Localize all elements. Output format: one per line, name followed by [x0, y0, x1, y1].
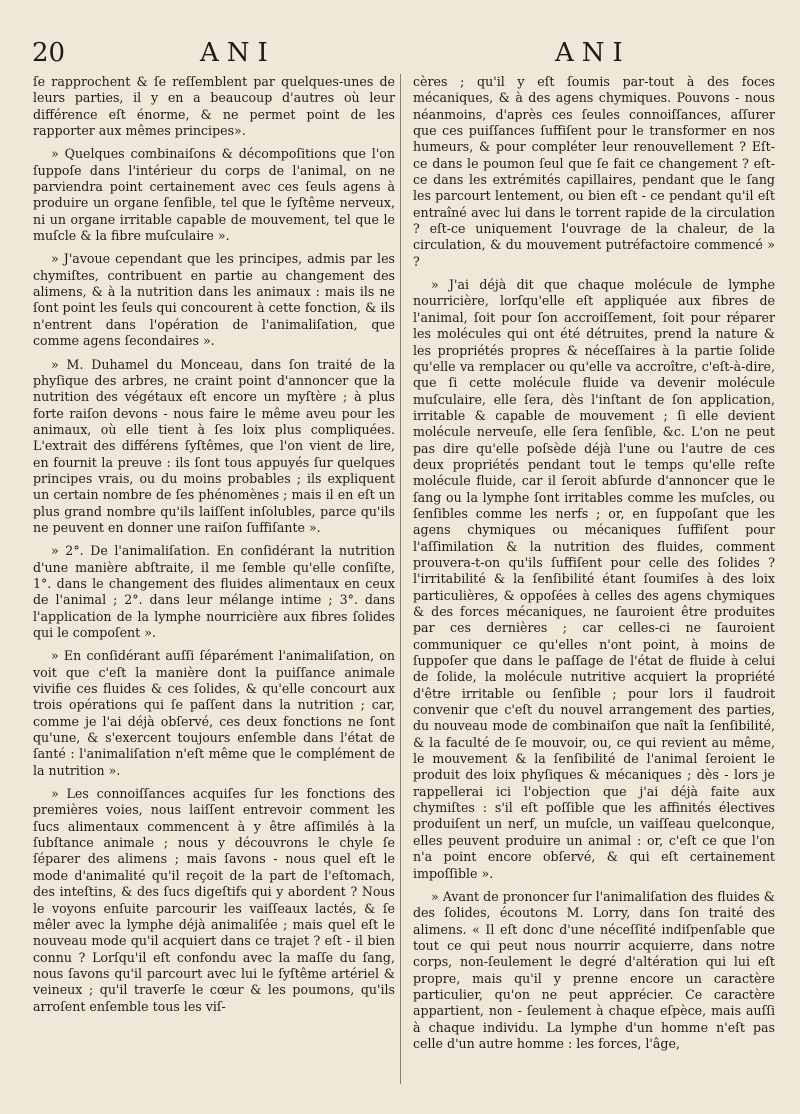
- column-divider: [400, 74, 401, 1084]
- paragraph: » Les connoiſſances acquiſes ſur les fonctions des premières voies, nous laiſſent entrevoir comment les ſucs alimentaux commencent à y être aſſimilés à la ſubſtance animale ; nous y découvrons le chyle ſe ſéparer des alimens ; mais ſavons - nous quel eſt le mode d'animalité qu'il reçoit de la part de l'eſtomach, des inteſtins, & des ſucs digeſtifs qui y abordent ? Nous le voyons enſuite parcourir les vaiſſeaux lactés, & ſe mêler avec la lymphe déjà animaliſée ; mais quel eſt le nouveau mode qu'il acquiert dans ce trajet ? eſt - il bien connu ? Lorſqu'il eſt confondu avec la maſſe du ſang, nous ſavons qu'il parcourt avec lui le ſyſtême artériel & veineux ; qu'il traverſe le cœur & les poumons, qu'ils arroſent enſemble tous les viſ-: [33, 786, 395, 1014]
- paragraph: ſe rapprochent & ſe reſſemblent par quelques-unes de leurs parties, il y en a beaucoup d'autres où leur différence eſt énorme, & ne permet point de les rapporter aux mêmes principes».: [33, 74, 395, 139]
- running-title-right: ANI: [555, 38, 631, 68]
- paragraph: » 2°. De l'animaliſation. En conſidérant la nutrition d'une manière abſtraite, il me ſemble qu'elle conſiſte, 1°. dans le changement des fluides alimentaux en ceux de l'animal ; 2°. dans leur mélange intime ; 3°. dans l'application de la lymphe nourricière aux fibres ſolides qui le compoſent ».: [33, 543, 395, 640]
- paragraph: » M. Duhamel du Monceau, dans ſon traité de la phyſique des arbres, ne craint point d'annoncer que la nutrition des végétaux eſt encore un myſtère ; à plus forte raiſon devons - nous faire le même aveu pour les animaux, où elle tient à ſes loix plus compliquées. L'extrait des différens ſyſtêmes, que l'on vient de lire, en fournit la preuve : ils ſont tous appuyés ſur quelques principes vrais, ou du moins probables ; ils expliquent un certain nombre de ſes phénomènes ; mais il en eſt un plus grand nombre qu'ils laiſſent inſolubles, parce qu'ils ne peuvent en donner une raiſon ſuffiſante ».: [33, 356, 395, 535]
- paragraph: » En conſidérant auſſi ſéparément l'animaliſation, on voit que c'eſt la manière dont la puiſſance animale vivifie ces fluides & ces ſolides, & qu'elle concourt aux trois opérations qui ſe paſſent dans la nutrition ; car, comme je l'ai déjà obſervé, ces deux fonctions ne ſont qu'une, & s'exercent toujours enſemble dans l'état de ſanté : l'animaliſation n'eſt même que le complément de la nutrition ».: [33, 648, 395, 778]
- right-column: [413, 74, 775, 1059]
- paragraph: » J'avoue cependant que les principes, admis par les chymiſtes, contribuent en partie au changement des alimens, & à la nutrition dans les animaux : mais ils ne ſont point les ſeuls qui concourent à cette fonction, & ils n'entrent dans l'opération de l'animaliſation, que comme agens ſecondaires ».: [33, 251, 395, 349]
- paragraph: » Avant de prononcer ſur l'animaliſation des fluides & des ſolides, écoutons M. Lorry, dans ſon traité des alimens. « Il eſt donc d'une néceſſité indiſpenſable que tout ce qui peut nous nourrir acquierre, dans notre corps, non-ſeulement le degré d'altération qui lui eſt propre, mais qu'il y prenne encore un caractère particulier, qu'on ne peut apprécier. Ce caractère appartient, non - ſeulement à chaque eſpèce, mais auſſi à chaque individu. La lymphe d'un homme n'eſt pas celle d'un autre homme : les forces, l'âge,: [413, 888, 775, 1051]
- running-title-left: ANI: [200, 38, 276, 68]
- paragraph: » Quelques combinaiſons & décompoſitions que l'on ſuppoſe dans l'intérieur du corps de l'animal, on ne parviendra point certainement avec ces ſeuls agens à produire un organe ſenſible, tel que le ſyſtême nerveux, ni un organe irritable capable de mouvement, tel que le muſcle & la fibre muſculaire ».: [33, 146, 395, 244]
- running-header: [0, 38, 800, 72]
- paragraph: cères ; qu'il y eſt ſoumis par-tout à des foces mécaniques, & à des agens chymiques. Pouvons - nous néanmoins, d'après ces ſeules connoiſſances, aſſurer que ces puiſſances ſuffiſent pour le transformer en nos humeurs, & pour compléter leur renouvellement ? Eſt-ce dans le poumon ſeul que ſe fait ce changement ? eſt-ce dans les extrémités capillaires, pendant que le ſang les parcourt lentement, ou bien eſt - ce pendant qu'il eſt entraîné avec lui dans le torrent rapide de la circulation ? eſt-ce uniquement l'ouvrage de la chaleur, de la circulation, & du mouvement putréfactoire commencé » ?: [413, 74, 775, 269]
- left-column: [33, 74, 395, 1022]
- page-number: 20: [32, 38, 66, 68]
- paragraph: » J'ai déjà dit que chaque molécule de lymphe nourricière, lorſqu'elle eſt appliquée aux fibres de l'animal, ſoit pour ſon accroiſſement, ſoit pour réparer les molécules qui ont été détruites, prend la nature & les propriétés propres & néceſſaires à la partie ſolide qu'elle va remplacer ou qu'elle va accroître, c'eſt-à-dire, que ſi cette molécule fluide va devenir molécule muſculaire, elle ſera, dès l'inſtant de ſon application, irritable & capable de mouvement ; ſi elle devient molécule nerveuſe, elle ſera ſenſible, &c. L'on ne peut pas dire qu'elle poſsède déjà l'une ou l'autre de ces deux propriétés pendant tout le temps qu'elle reſte molécule fluide, car il ſeroit abſurde d'annoncer que le ſang ou la lymphe ſont irritables comme les muſcles, ou ſenſibles comme les nerfs ; or, en ſuppoſant que les agens chymiques ou mécaniques ſuffiſent pour l'aſſimilation & la nutrition des fluides, comment prouvera-t-on qu'ils ſuffiſent pour celle des ſolides ? l'irritabilité & la ſenſibilité étant ſoumiſes à des loix particulières, & oppoſées à celles des agens chymiques & des forces mécaniques, ne ſauroient être produites par ces dernières ; car celles-ci ne ſauroient communiquer ce qu'elles n'ont point, à moins de ſuppoſer que dans le paſſage de l'état de fluide à celui de ſolide, la molécule nutritive acquiert la propriété d'être irritable ou ſenſible ; pour lors il faudroit convenir que c'eſt du nouvel arrangement des parties, du nouveau mode de combinaiſon que naît la ſenſibilité, & la faculté de ſe mouvoir, ou, ce qui revient au même, le mouvement & la ſenſibilité de l'animal ſeroient le produit des loix phyſiques & mécaniques ; dès - lors je rappellerai ici l'objection que j'ai déjà faite aux chymiſtes : s'il eſt poſſible que les affinités électives produiſent un nerf, un muſcle, un vaiſſeau quelconque, elles peuvent produire un animal : or, c'eſt ce que l'on n'a point encore obſervé, & qui eſt certainement impoſſible ».: [413, 277, 775, 881]
